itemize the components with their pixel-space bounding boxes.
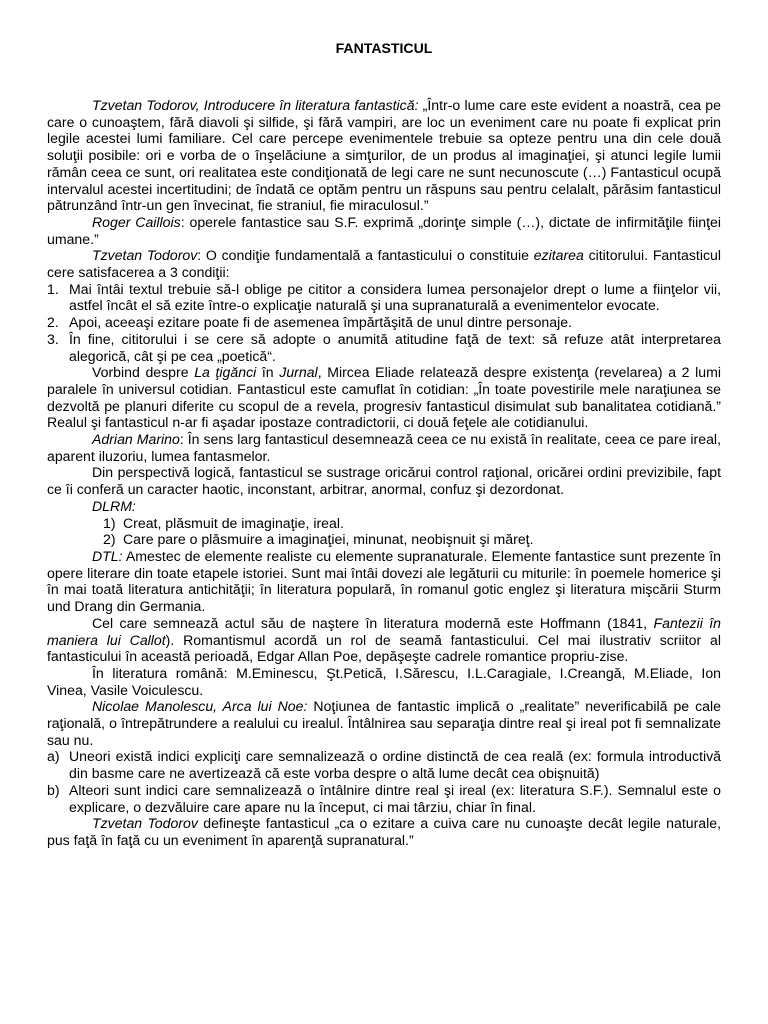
paragraph-todorov-conditions (47, 247, 721, 280)
citation-source: Nicolae Manolescu, Arca lui Noe: (92, 698, 308, 715)
work-title: Jurnal (279, 364, 318, 381)
paragraph-text: : În sens larg fantasticul desemnează ceea ce nu există în realitate, ceea ce pare ireal, aparent iluzoriu, lumea fantasmelor. (47, 431, 721, 464)
list-item (47, 748, 721, 781)
list-item (47, 281, 721, 314)
paragraph-caillois (47, 214, 721, 247)
emphasis-term: ezitarea (533, 247, 584, 264)
paragraph-text: ). Romantismul acordă un rol de seamă fantasticului. Cel mai ilustrativ scriitor al fantasticului în această perioadă, Edgar Allan Poe, depăşeşte cadrele romantice propriu-zise. (47, 631, 721, 665)
list-number: 1. (47, 280, 59, 297)
paragraph-text: : operele fantastice sau S.F. exprimă „dorinţe simple (…), dictate de infirmităţile fiinţei umane.” (47, 213, 721, 247)
paragraph-hoffmann (47, 615, 721, 665)
list-item (47, 331, 721, 364)
paragraph-todorov-intro (47, 97, 721, 214)
work-title: La ţigănci (194, 364, 257, 381)
citation-source: Adrian Marino (92, 431, 180, 448)
citation-source: Tzvetan Todorov (92, 247, 198, 264)
list-number: b) (47, 781, 60, 798)
list-number: 2. (47, 314, 59, 331)
conditions-list (47, 281, 721, 365)
list-number: a) (47, 748, 60, 765)
indices-list (47, 748, 721, 815)
paragraph-text: în (256, 364, 280, 381)
list-number: 3. (47, 330, 59, 347)
citation-source: DLRM: (92, 497, 136, 514)
paragraph-marino (47, 431, 721, 464)
dlrm-list (47, 515, 721, 548)
list-item-text: Care pare o plăsmuire a imaginaţiei, minunat, neobişnuit şi măreţ. (123, 531, 534, 548)
paragraph-eliade (47, 364, 721, 431)
paragraph-logic: Din perspectivă logică, fantasticul se sustrage oricărui control raţional, oricărei ordini previzibile, fapt ce îi conferă un caracter haotic, inconstant, arbitrar, anormal, confuz şi dezordonat. (47, 464, 721, 498)
paragraph-todorov-definition (47, 815, 721, 848)
list-item-text: Mai întâi textul trebuie să-l oblige pe cititor a considera lumea personajelor drept o lume a fiinţelor vii, astfel încât el să ezite între-o explicaţie naturală şi una supranaturală a evenimentelor evocate. (69, 280, 721, 314)
paragraph-manolescu (47, 698, 721, 748)
document-page (47, 40, 721, 849)
paragraph-text: , Mircea Eliade relatează despre existenţa (revelarea) a 2 lumi paralele în universul cotidian. Fantasticul este camuflat în cotidian: „În toate povestirile mele naraţiunea se dezvoltă pe planuri diferite cu scopul de a revela, progresiv fantasticul disimulat sub banalitatea cotidiană.” Realul şi fantasticul n-ar fi aşadar ipostaze contradictorii, ci două feţele ale cotidianului. (47, 364, 721, 431)
list-item (47, 314, 721, 331)
paragraph-text: Vorbind despre (92, 364, 195, 381)
list-item-text: Alteori sunt indici care semnalizează o întâlnire dintre real şi ireal (ex: literatura S.F.). Semnalul este o explicare, o dezvăluire care apare nu la început, ci mai târziu, chiar în final. (69, 781, 721, 815)
list-item-text: Uneori există indici expliciţi care semnalizează o ordine distinctă de cea reală (ex: formula introductivă din basme care ne avertizează că este vorba despre o altă lume decât cea obişnuită) (69, 748, 721, 782)
paragraph-text: Cel care semnează actul său de naştere în literatura modernă este Hoffmann (1841, (92, 614, 654, 631)
page-title: FANTASTICUL (335, 40, 433, 56)
citation-source: Roger Caillois (92, 213, 181, 230)
citation-source: Tzvetan Todorov, Introducere în literatura fantastică: (92, 97, 419, 113)
list-number: 1) (103, 514, 116, 531)
paragraph-romanian-literature: În literatura română: M.Eminescu, Şt.Petică, I.Sărescu, I.L.Caragiale, I.Creangă, M.Eliade, Ion Vinea, Vasile Voiculescu. (47, 664, 721, 698)
list-number: 2) (103, 531, 116, 548)
list-item-text: În fine, cititorului i se cere să adopte o anumită atitudine faţă de text: să refuze atât interpretarea alegorică, cât şi pe cea „poetică“. (69, 330, 721, 364)
list-item (47, 782, 721, 815)
list-item-text: Apoi, aceeaşi ezitare poate fi de asemenea împărtăşită de unul dintre personaje. (69, 314, 572, 331)
list-item-text: Creat, plăsmuit de imaginaţie, ireal. (123, 514, 344, 531)
citation-source: Tzvetan Todorov (92, 815, 198, 832)
paragraph-text: : O condiţie fundamentală a fantasticului o constituie (197, 247, 534, 264)
paragraph-text: „Într-o lume care este evident a noastră, cea pe care o cunoaştem, fără diavoli şi silfide, şi fără vampiri, are loc un eveniment care nu poate fi explicat prin legile acestei lumi familiare. Cel care percepe evenimentele trebuie sa opteze pentru una din cele două soluţii posibile: ori e vorba de o înşelăciune a simţurilor, de un produs al imaginaţiei, şi atunci legile lumii rămân ceea ce sunt, ori realitatea este condiţionată de legi care ne sunt necunoscute (…) Fantasticul ocupă intervalul acestei incertitudini; de îndată ce optăm pentru un răspuns sau pentru celalalt, părăsim fantasticul pătrunzând într-un gen învecinat, fie straniul, fie miraculosul.” (47, 97, 721, 214)
work-title: Fantezii în maniera lui Callot (47, 614, 721, 648)
dlrm-label (47, 498, 721, 515)
paragraph-text: cititorului. Fantasticul cere satisfacerea a 3 condiţii: (47, 247, 721, 281)
paragraph-text: Amestec de elemente realiste cu elemente supranaturale. Elemente fantastice sunt prezente în opere literare din toate etapele istoriei. Sunt mai întâi dovezi ale legăturii cu miturile: în poemele homerice şi în mai toată literatura antichităţii; în literatura populară, în romanul gotic englez şi literatura mişcării Sturm und Drang din Germania. (47, 547, 721, 615)
list-item (47, 515, 721, 532)
citation-source: DTL: (92, 547, 123, 564)
paragraph-text: Noţiunea de fantastic implică o „realitate” neverificabilă pe cale raţională, o întrepătrundere a realului cu irealul. Întâlnirea sau separaţia dintre real şi ireal pot fi semnalizate sau nu. (47, 698, 721, 748)
paragraph-text: defineşte fantasticul „ca o ezitare a cuiva care nu cunoaşte decât legile naturale, pus faţă în faţă cu un eveniment în aparenţă supranatural.” (47, 815, 721, 848)
paragraph-dtl (47, 548, 721, 615)
list-item (47, 531, 721, 548)
